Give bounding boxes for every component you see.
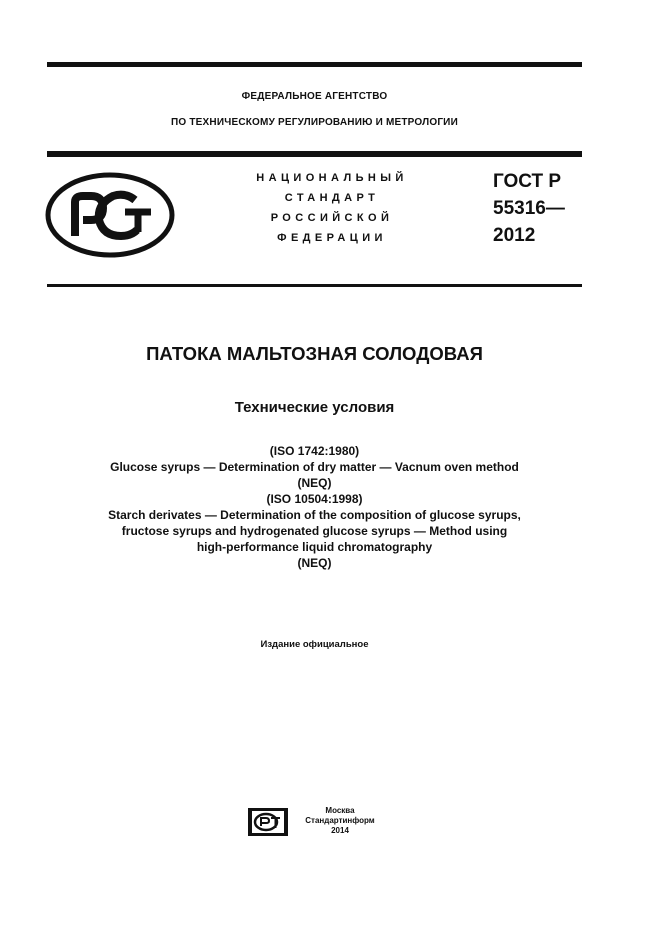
top-rule [47, 62, 582, 67]
standard-rule [47, 284, 582, 287]
national-line-4: ФЕДЕРАЦИИ [277, 232, 387, 244]
agency-line-2: ПО ТЕХНИЧЕСКОМУ РЕГУЛИРОВАНИЮ И МЕТРОЛОГИИ [171, 117, 458, 128]
gost-line-1: ГОСТ Р [493, 171, 562, 192]
publisher-info [296, 806, 384, 836]
reference-line: fructose syrups and hydrogenated glucose syrups — Method using [121, 524, 508, 538]
agency-line-1: ФЕДЕРАЛЬНОЕ АГЕНТСТВО [241, 91, 388, 102]
header-rule [47, 151, 582, 157]
gost-r-logo [45, 172, 175, 258]
publisher-city: Москва [325, 806, 355, 815]
gost-designation [493, 168, 565, 249]
national-line-1: НАЦИОНАЛЬНЫЙ [256, 172, 408, 184]
reference-line: (ISO 1742:1980) [269, 444, 360, 458]
reference-line: (NEQ) [297, 476, 332, 490]
reference-line: Glucose syrups — Determination of dry matter — Vacnum oven method [110, 460, 519, 474]
national-line-3: РОССИЙСКОЙ [270, 212, 394, 224]
national-line-2: СТАНДАРТ [284, 192, 380, 204]
document-title: ПАТОКА МАЛЬТОЗНАЯ СОЛОДОВАЯ [146, 343, 483, 364]
document-subtitle: Технические условия [234, 399, 395, 416]
references-block [47, 443, 582, 571]
reference-line: (ISO 10504:1998) [266, 492, 363, 506]
gost-line-3: 2012 [493, 225, 536, 246]
publisher-name: Стандартинформ [305, 816, 375, 825]
gost-line-2: 55316— [493, 198, 565, 219]
reference-line: high-performance liquid chromatography [196, 540, 433, 554]
reference-line: (NEQ) [297, 556, 332, 570]
publisher-logo [247, 807, 289, 837]
edition-label: Издание официальное [260, 639, 369, 650]
publisher-year: 2014 [331, 826, 349, 835]
reference-line: Starch derivates — Determination of the composition of glucose syrups, [108, 508, 521, 522]
